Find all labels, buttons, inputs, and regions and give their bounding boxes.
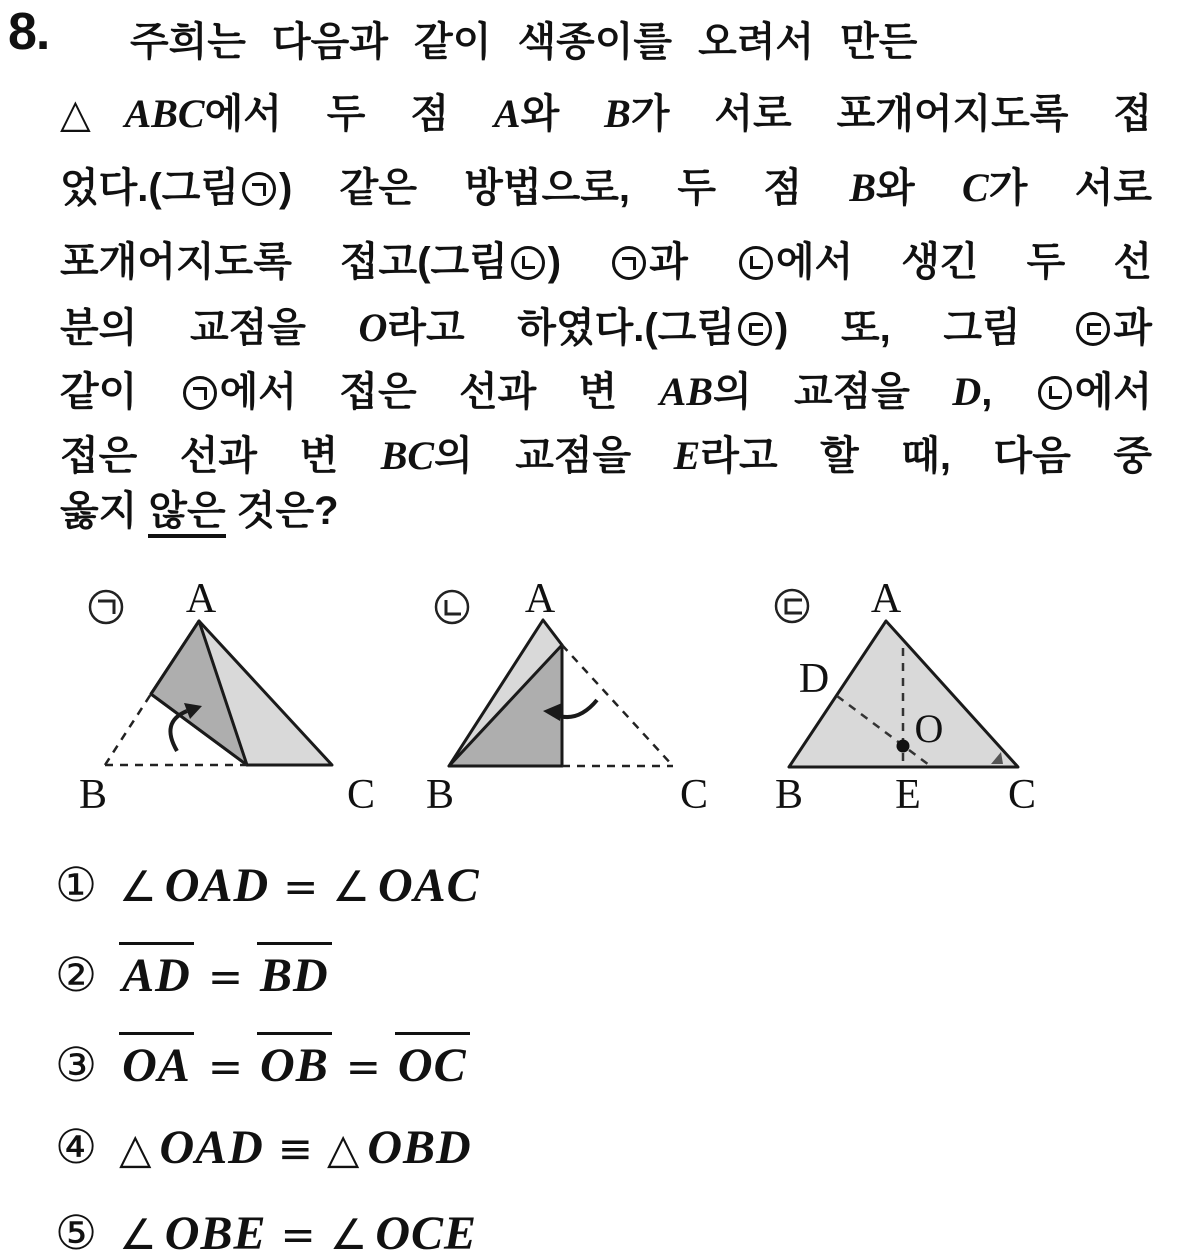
question-text: 라고 하였다.(그림 <box>387 306 735 350</box>
question-line-2 <box>60 88 1152 140</box>
figure-2-tag-circle <box>436 591 468 623</box>
circled-giyeok-symbol <box>183 376 217 410</box>
question-text: 에서 <box>1074 370 1152 414</box>
question-text: 와 <box>876 166 963 210</box>
folded-flap-dark <box>449 645 562 766</box>
vertex-label-A: A <box>524 576 556 622</box>
vertex-label-C: C <box>679 772 709 818</box>
choice-2-number: ② <box>55 948 98 1003</box>
circled-nieun-symbol <box>739 246 773 280</box>
math-term: OAD <box>159 1121 264 1174</box>
math-text: B <box>604 91 631 136</box>
choice-1-number: ① <box>55 858 98 913</box>
circled-giyeok-symbol <box>242 172 276 206</box>
question-text: 주희는 다음과 같이 색종이를 오려서 만든 <box>130 20 918 64</box>
question-line-5 <box>60 302 1152 354</box>
vertex-label-C: C <box>1007 772 1037 818</box>
question-line-1 <box>130 16 917 68</box>
point-O-dot <box>897 740 910 753</box>
hidden-edge-dashed <box>562 645 673 766</box>
triangle-symbol: △ <box>119 1124 152 1173</box>
question-text: 와 <box>520 92 605 136</box>
question-text: ) 같은 방법으로, 두 점 <box>279 166 850 210</box>
choice-2 <box>55 942 332 1003</box>
vertex-label-B: B <box>78 772 108 818</box>
vertex-label-B: B <box>774 772 804 818</box>
question-text: ) <box>547 240 610 284</box>
triangle-symbol: △ <box>60 91 125 137</box>
question-text: 포개어지도록 접고(그림 <box>60 240 508 284</box>
math-text: E <box>673 433 701 478</box>
choice-4 <box>55 1120 472 1175</box>
choice-4-expression <box>119 1120 472 1175</box>
segment-overline-term: AD <box>119 942 194 1003</box>
question-line-8 <box>60 485 339 537</box>
circled-tikeut-symbol <box>738 312 772 346</box>
vertex-label-A: A <box>185 576 217 622</box>
choice-5 <box>55 1206 477 1255</box>
equals-sign: = <box>345 1042 381 1091</box>
angle-symbol: ∠ <box>119 1210 157 1255</box>
question-text: 과 <box>649 240 736 284</box>
math-term: OCE <box>375 1207 478 1255</box>
choice-5-number: ⑤ <box>55 1206 98 1255</box>
question-text: 접은 선과 변 <box>60 434 381 478</box>
math-text: BC <box>380 433 435 478</box>
question-number: 8. <box>8 3 50 61</box>
equals-sign: = <box>207 1042 244 1091</box>
figure-1-fold-A-B <box>70 572 390 830</box>
choice-5-expression <box>119 1206 477 1255</box>
question-text: 옳지 <box>60 489 149 533</box>
question-text: 의 교점을 <box>434 434 674 478</box>
math-text: AB <box>659 369 713 414</box>
circled-nieun-symbol <box>1038 376 1072 410</box>
question-text: 과 <box>1113 306 1152 350</box>
math-term: OAC <box>378 859 480 912</box>
question-text: 분의 교점을 <box>60 306 359 350</box>
choice-2-expression <box>119 942 332 1003</box>
math-term: OBE <box>164 1207 267 1255</box>
question-text: 가 서로 포개어지도록 접 <box>630 92 1152 136</box>
choice-1 <box>55 858 480 913</box>
segment-overline-term: OB <box>257 1032 332 1093</box>
question-line-3 <box>60 162 1152 214</box>
circled-giyeok-symbol <box>612 246 646 280</box>
circled-nieun-symbol <box>511 246 545 280</box>
question-line-4 <box>60 236 1152 288</box>
math-term: OBD <box>367 1121 472 1174</box>
vertex-label-A: A <box>870 576 902 622</box>
triangle-symbol: △ <box>327 1124 360 1173</box>
question-text: 에서 접은 선과 변 <box>219 370 660 414</box>
circled-tikeut-symbol <box>1076 312 1110 346</box>
equals-sign: = <box>207 952 244 1001</box>
choice-3-number: ③ <box>55 1038 98 1093</box>
choice-1-expression <box>119 858 480 913</box>
point-label-O: O <box>914 706 944 751</box>
angle-symbol: ∠ <box>329 1210 368 1255</box>
question-text: 같이 <box>60 370 180 414</box>
math-term: OAD <box>164 859 270 912</box>
math-text: ABC <box>124 91 205 136</box>
hidden-edge-dashed <box>105 694 151 765</box>
question-text: 에서 두 점 <box>204 92 494 136</box>
question-text: 라고 할 때, 다음 중 <box>700 434 1152 478</box>
figure-2-fold-B-C <box>415 572 725 830</box>
question-text: 에서 생긴 두 선 <box>775 240 1152 284</box>
math-text: B <box>849 165 877 210</box>
segment-overline-term: OA <box>119 1032 194 1093</box>
equals-sign: = <box>280 1210 316 1255</box>
tikeut-glyph-icon <box>786 600 802 613</box>
equals-sign: = <box>283 862 319 911</box>
choice-4-number: ④ <box>55 1120 98 1175</box>
vertex-label-C: C <box>346 772 376 818</box>
figure-1-tag-circle <box>90 591 122 623</box>
point-label-D: D <box>798 656 830 702</box>
choice-3 <box>55 1032 470 1093</box>
figure-3-creases <box>755 572 1055 830</box>
question-text: 의 교점을 <box>713 370 953 414</box>
underlined-text: 않은 <box>148 489 225 538</box>
math-text: D <box>952 369 982 414</box>
question-text: , <box>981 370 1035 414</box>
math-text: O <box>358 305 388 350</box>
question-text: 었다.(그림 <box>60 166 239 210</box>
angle-symbol: ∠ <box>119 862 157 911</box>
question-text: ) 또, 그림 <box>775 306 1074 350</box>
figure-3-tag-circle <box>776 590 808 622</box>
question-text: 것은? <box>225 489 339 533</box>
point-label-E: E <box>895 772 921 818</box>
segment-overline-term: BD <box>257 942 332 1003</box>
angle-symbol: ∠ <box>332 862 370 911</box>
nieun-glyph-icon <box>446 600 461 614</box>
question-line-6 <box>60 366 1152 418</box>
math-text: A <box>493 91 521 136</box>
segment-overline-term: OC <box>395 1032 470 1093</box>
question-line-7 <box>60 430 1152 482</box>
vertex-label-B: B <box>425 772 455 818</box>
congruent-sign: ≡ <box>277 1124 313 1173</box>
math-text: C <box>962 165 989 210</box>
choice-3-expression <box>119 1032 469 1093</box>
question-text: 가 서로 <box>988 166 1152 210</box>
giyeok-glyph-icon <box>98 601 114 614</box>
